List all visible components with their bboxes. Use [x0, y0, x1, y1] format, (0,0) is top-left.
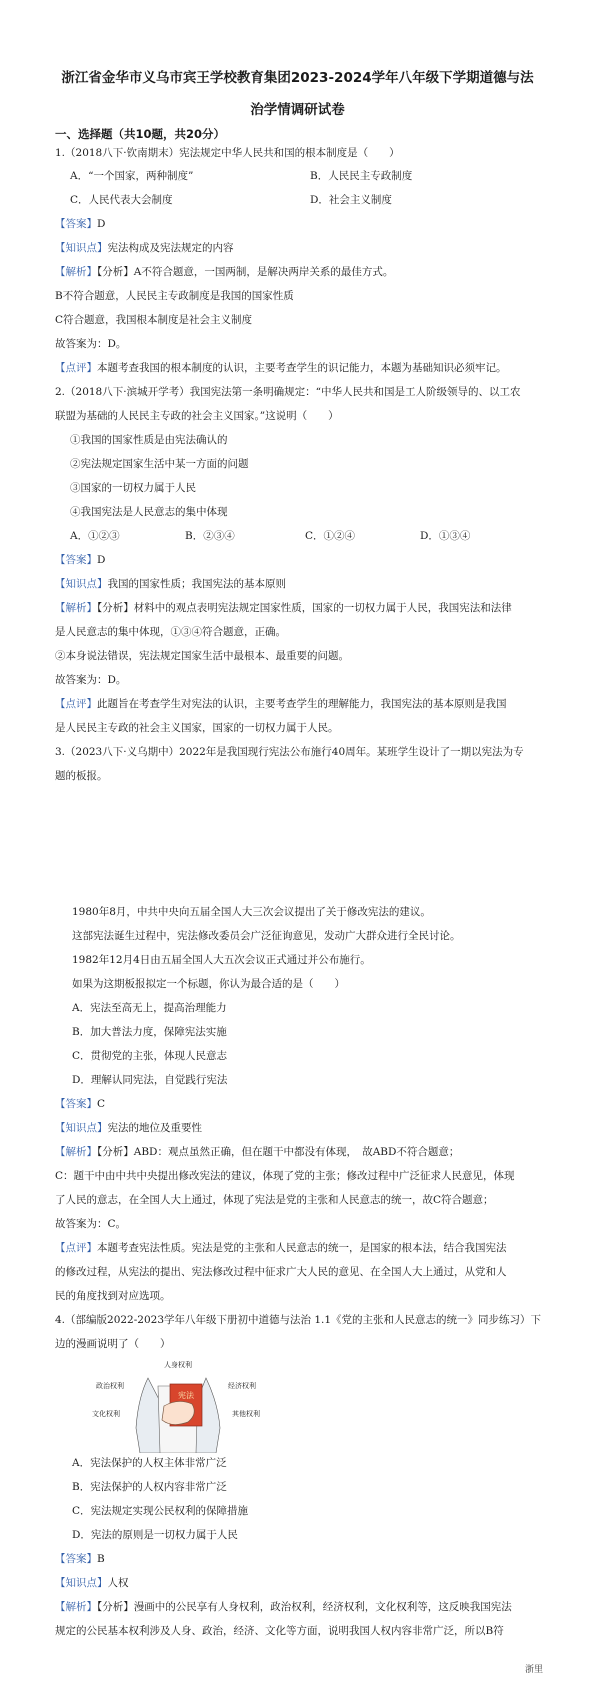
analysis-tag: 【解析】 [55, 1601, 97, 1613]
q3-answer [55, 1097, 545, 1112]
q2-option-a: A．①②③ [70, 530, 120, 542]
q1-answer [55, 217, 545, 232]
q1-analysis-text-1: 【分析】A不符合题意，一国两制，是解决两岸关系的最佳方式。 [97, 266, 394, 278]
q1-option-d: D．社会主义制度 [310, 194, 392, 206]
section-heading: 一、选择题（共10题，共20分） [55, 127, 226, 141]
q3-board-paragraph-1: 1980年8月，中共中央向五届全国人大三次会议提出了关于修改宪法的建议。 [72, 906, 431, 918]
q2-knowledge-text: 我国的国家性质；我国宪法的基本原则 [107, 578, 286, 590]
q2-answer [55, 553, 545, 568]
comic-label-left-lower: 文化权利 [92, 1410, 120, 1418]
q2-analysis-text-1: 【分析】材料中的观点表明宪法规定国家性质，国家的一切权力属于人民，我国宪法和法律 [97, 602, 512, 614]
q4-stem-line-1: 4.（部编版2022-2023学年八年级下册初中道德与法治 1.1《党的主张和人民意志的统一》同步练习）下 [55, 1314, 542, 1326]
q2-statement-3: ③国家的一切权力属于人民 [70, 482, 196, 494]
q1-analysis-line-4: 故答案为：D。 [55, 338, 127, 350]
q1-knowledge-text: 宪法构成及宪法规定的内容 [107, 242, 234, 254]
q2-comment [55, 697, 545, 712]
q4-option-c: C．宪法规定实现公民权利的保障措施 [72, 1505, 249, 1517]
q4-option-d: D．宪法的原则是一切权力属于人民 [72, 1529, 238, 1541]
q1-stem: 1.（2018八下·钦南期末）宪法规定中华人民共和国的根本制度是（ ） [55, 147, 400, 159]
comment-tag: 【点评】 [55, 698, 97, 710]
knowledge-tag: 【知识点】 [55, 578, 108, 590]
q1-comment-text: 本题考查我国的根本制度的认识，主要考查学生的识记能力，本题为基础知识必须牢记。 [97, 362, 507, 374]
q3-answer-value: C [97, 1098, 106, 1110]
q3-knowledge [55, 1121, 545, 1136]
q2-stem-line-2: 联盟为基础的人民民主专政的社会主义国家。”这说明（ ） [55, 410, 339, 422]
answer-tag: 【答案】 [55, 1098, 97, 1110]
analysis-tag: 【解析】 [55, 602, 97, 614]
q3-comment-line-3: 民的角度找到对应选项。 [55, 1290, 171, 1302]
answer-tag: 【答案】 [55, 1553, 97, 1565]
answer-tag: 【答案】 [55, 218, 97, 230]
q2-comment-line-2: 是人民民主专政的社会主义国家，国家的一切权力属于人民。 [55, 722, 339, 734]
comic-label-left-upper: 政治权利 [96, 1382, 124, 1390]
q3-stem-line-1: 3.（2023八下·义乌期中）2022年是我国现行宪法公布施行40周年。某班学生设计了一期以宪法为专 [55, 746, 524, 758]
comment-tag: 【点评】 [55, 362, 97, 374]
q2-statement-4: ④我国宪法是人民意志的集中体现 [70, 506, 228, 518]
q1-analysis [55, 265, 545, 280]
comic-label-top: 人身权利 [164, 1361, 192, 1369]
q4-answer-value: B [97, 1553, 105, 1565]
q1-answer-value: D [97, 218, 106, 230]
doc-title-line2: 治学情调研试卷 [250, 102, 345, 118]
q3-board-paragraph-2: 这部宪法诞生过程中，宪法修改委员会广泛征询意见，发动广大群众进行全民讨论。 [72, 930, 461, 942]
q2-stem-line-1: 2.（2018八下·滨城开学考）我国宪法第一条明确规定：“中华人民共和国是工人阶级领导的、以工农 [55, 386, 521, 398]
q3-analysis-text-1: 【分析】ABD：观点虽然正确，但在题干中都没有体现， 故ABD不符合题意； [97, 1146, 460, 1158]
q4-stem-line-2: 边的漫画说明了（ ） [55, 1338, 171, 1350]
hand-on-constitution-icon [162, 1401, 194, 1424]
q3-analysis-line-4: 故答案为：C。 [55, 1218, 127, 1230]
q2-knowledge [55, 577, 545, 592]
q4-knowledge [55, 1576, 545, 1591]
q4-option-a: A．宪法保护的人权主体非常广泛 [72, 1457, 227, 1469]
q2-option-d: D．①③④ [420, 530, 471, 542]
q3-analysis-line-3: 了人民的意志，在全国人大上通过，体现了宪法是党的主张和人民意志的统一，故C符合题意； [55, 1194, 494, 1206]
comic-book-label: 宪法 [178, 1391, 194, 1400]
knowledge-tag: 【知识点】 [55, 1577, 108, 1589]
q2-comment-text-1: 此题旨在考查学生对宪法的认识，主要考查学生的理解能力，我国宪法的基本原则是我国 [97, 698, 507, 710]
q1-knowledge [55, 241, 545, 256]
q3-option-d: D．理解认同宪法，自觉践行宪法 [72, 1074, 228, 1086]
q4-analysis-text-1: 【分析】漫画中的公民享有人身权利，政治权利，经济权利，文化权利等，这反映我国宪法 [97, 1601, 512, 1613]
q4-analysis [55, 1600, 545, 1615]
analysis-tag: 【解析】 [55, 266, 97, 278]
q3-option-a: A．宪法至高无上，提高治理能力 [72, 1002, 227, 1014]
q2-answer-value: D [97, 554, 106, 566]
comic-label-right-upper: 经济权利 [228, 1382, 256, 1390]
q4-knowledge-text: 人权 [107, 1577, 129, 1589]
q3-comment [55, 1241, 545, 1256]
q3-question: 如果为这期板报拟定一个标题，你认为最合适的是（ ） [72, 978, 345, 990]
q4-option-b: B．宪法保护的人权内容非常广泛 [72, 1481, 227, 1493]
q1-comment [55, 361, 545, 376]
page-footer: 浙里 [524, 1665, 543, 1675]
analysis-tag: 【解析】 [55, 1146, 97, 1158]
q1-option-c: C．人民代表大会制度 [70, 194, 173, 206]
q2-analysis [55, 601, 545, 616]
q3-knowledge-text: 宪法的地位及重要性 [107, 1122, 202, 1134]
q2-analysis-line-2: 是人民意志的集中体现，①③④符合题意，正确。 [55, 626, 286, 638]
q3-stem-line-2: 题的板报。 [55, 770, 108, 782]
q2-analysis-line-4: 故答案为：D。 [55, 674, 127, 686]
q2-option-c: C．①②④ [305, 530, 356, 542]
q3-analysis [55, 1145, 545, 1160]
q2-option-b: B．②③④ [185, 530, 235, 542]
q1-option-a: A．“一个国家，两种制度” [70, 170, 194, 182]
q2-statement-1: ①我国的国家性质是由宪法确认的 [70, 434, 228, 446]
q1-option-b: B．人民民主专政制度 [310, 170, 413, 182]
q2-statement-2: ②宪法规定国家生活中某一方面的问题 [70, 458, 249, 470]
q3-analysis-line-2: C：题干中由中共中央提出修改宪法的建议，体现了党的主张；修改过程中广泛征求人民意见，体现 [55, 1170, 515, 1182]
rights-comic [78, 1358, 278, 1453]
q3-option-c: C．贯彻党的主张，体现人民意志 [72, 1050, 228, 1062]
comment-tag: 【点评】 [55, 1242, 97, 1254]
doc-title-line1: 浙江省金华市义乌市宾王学校教育集团2023-2024学年八年级下学期道德与法 [61, 70, 534, 86]
q4-analysis-line-2: 规定的公民基本权利涉及人身、政治，经济、文化等方面，说明我国人权内容非常广泛，所以B符 [55, 1625, 504, 1637]
knowledge-tag: 【知识点】 [55, 242, 108, 254]
q3-option-b: B．加大普法力度，保障宪法实施 [72, 1026, 227, 1038]
answer-tag: 【答案】 [55, 554, 97, 566]
comic-label-right-lower: 其他权利 [232, 1410, 260, 1418]
q4-answer [55, 1552, 545, 1567]
q3-comment-line-2: 的修改过程，从宪法的提出、宪法修改过程中征求广大人民的意见、在全国人大上通过，从党和人 [55, 1266, 507, 1278]
q1-analysis-line-2: B不符合题意，人民民主专政制度是我国的国家性质 [55, 290, 294, 302]
knowledge-tag: 【知识点】 [55, 1122, 108, 1134]
q1-analysis-line-3: C符合题意，我国根本制度是社会主义制度 [55, 314, 253, 326]
q3-comment-text-1: 本题考查宪法性质。宪法是党的主张和人民意志的统一，是国家的根本法，结合我国宪法 [97, 1242, 507, 1254]
q3-board-paragraph-3: 1982年12月4日由五届全国人大五次会议正式通过并公布施行。 [72, 954, 371, 966]
q2-analysis-line-3: ②本身说法错误，宪法规定国家生活中最根本、最重要的问题。 [55, 650, 349, 662]
